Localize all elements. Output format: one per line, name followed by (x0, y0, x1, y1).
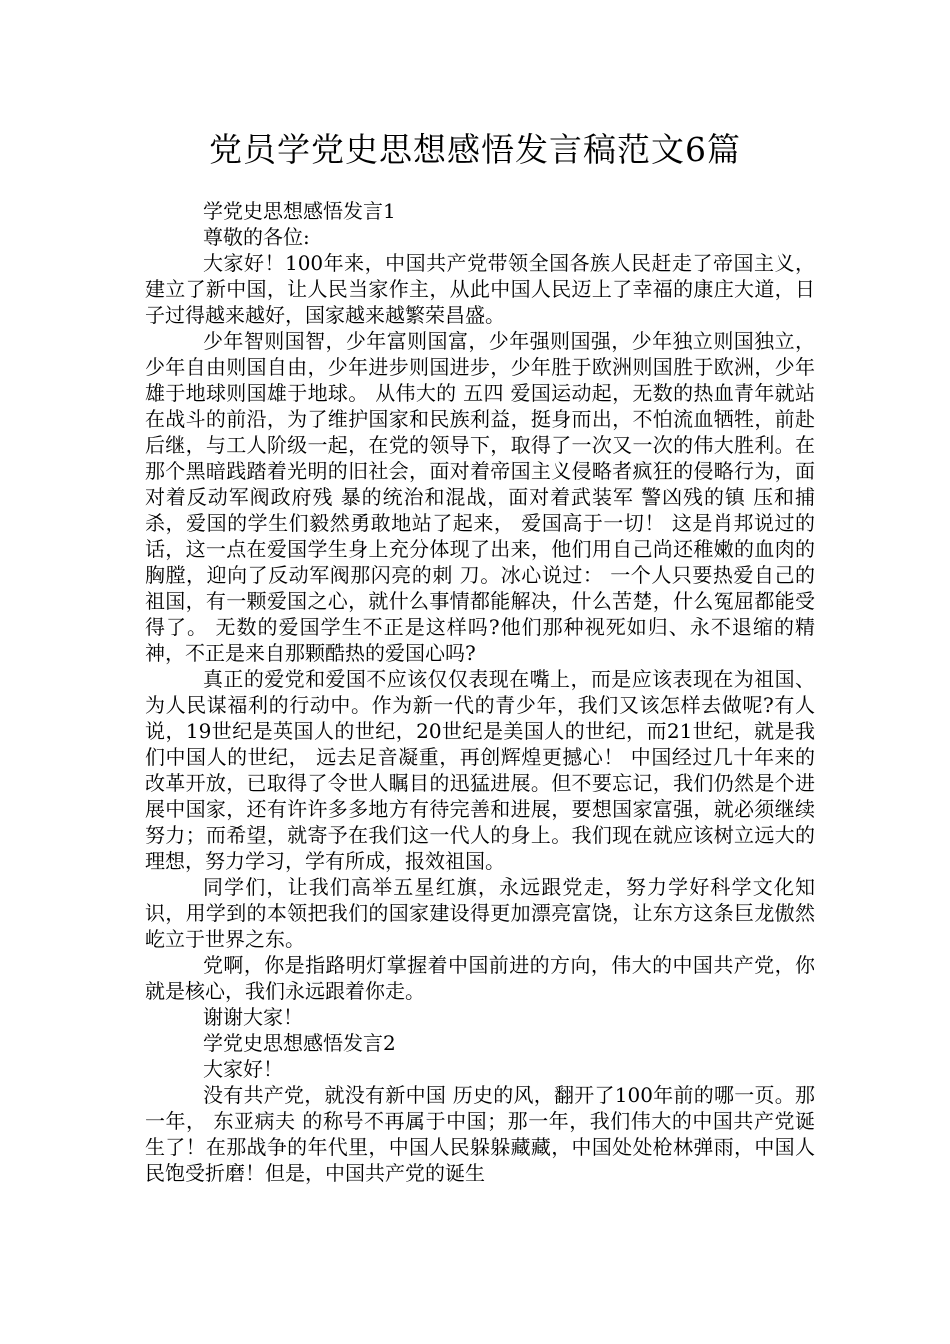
paragraph: 同学们，让我们高举五星红旗，永远跟党走，努力学好科学文化知识，用学到的本领把我们的国家建设得更加漂亮富饶，让东方这条巨龙傲然屹立于世界之东。 (145, 875, 815, 951)
section-heading: 学党史思想感悟发言1 (203, 199, 396, 223)
document-title: 党员学党史思想感悟发言稿范文6篇 (209, 130, 741, 169)
paragraph: 真正的爱党和爱国不应该仅仅表现在嘴上，而是应该表现在为祖国、为人民谋福利的行动中。作为新一代的青少年，我们又该怎样去做呢?有人说，19世纪是英国人的世纪，20世纪是美国人的世纪，而21世纪，就是我们中国人的世纪， 远去足音凝重，再创辉煌更撼心！ 中国经过几十年来的改革开放，已取得了令世人瞩目的迅猛进展。但不要忘记，我们仍然是个进展中国家，还有许许多多地方有待完善和进展，要想国家富强，就必须继续努力；而希望，就寄予在我们这一代人的身上。我们现在就应该树立远大的理想，努力学习，学有所成，报效祖国。 (145, 667, 815, 873)
paragraph: 没有共产党，就没有新中国 历史的风，翻开了100年前的哪一页。那一年， 东亚病夫 的称号不再属于中国；那一年，我们伟大的中国共产党诞生了！在那战争的年代里，中国人民躲躲藏藏，中国处处枪林弹雨，中国人民饱受折磨！但是，中国共产党的诞生 (145, 1083, 815, 1185)
document-body (145, 198, 815, 1186)
paragraph: 党啊，你是指路明灯掌握着中国前进的方向，伟大的中国共产党，你就是核心，我们永远跟着你走。 (145, 953, 815, 1003)
paragraph: 大家好！100年来，中国共产党带领全国各族人民赶走了帝国主义，建立了新中国，让人民当家作主，从此中国人民迈上了幸福的康庄大道，日子过得越来越好，国家越来越繁荣昌盛。 (145, 251, 815, 327)
closing-line: 谢谢大家！ (203, 1005, 303, 1029)
section-heading: 学党史思想感悟发言2 (203, 1031, 396, 1055)
paragraph: 少年智则国智，少年富则国富，少年强则国强，少年独立则国独立，少年自由则国自由，少年进步则国进步，少年胜于欧洲则国胜于欧洲，少年雄于地球则国雄于地球。 从伟大的 五四 爱国运动起，无数的热血青年就站在战斗的前沿，为了维护国家和民族利益，挺身而出，不怕流血牺牲，前赴后继，与工人阶级一起，在党的领导下，取得了一次又一次的伟大胜利。在那个黑暗践踏着光明的旧社会，面对着帝国主义侵略者疯狂的侵略行为，面对着反动军阀政府残 暴的统治和混战，面对着武装军 警凶残的镇 压和捕杀，爱国的学生们毅然勇敢地站了起来， 爱国高于一切！ 这是肖邦说过的话，这一点在爱国学生身上充分体现了出来，他们用自己尚还稚嫩的血肉的胸膛，迎向了反动军阀那闪亮的刺 刀。冰心说过： 一个人只要热爱自己的祖国，有一颗爱国之心，就什么事情都能解决，什么苦楚，什么冤屈都能受得了。 无数的爱国学生不正是这样吗?他们那种视死如归、永不退缩的精神，不正是来自那颗酷热的爱国心吗? (145, 329, 815, 665)
salutation: 尊敬的各位: (203, 225, 310, 249)
salutation: 大家好！ (203, 1057, 283, 1081)
